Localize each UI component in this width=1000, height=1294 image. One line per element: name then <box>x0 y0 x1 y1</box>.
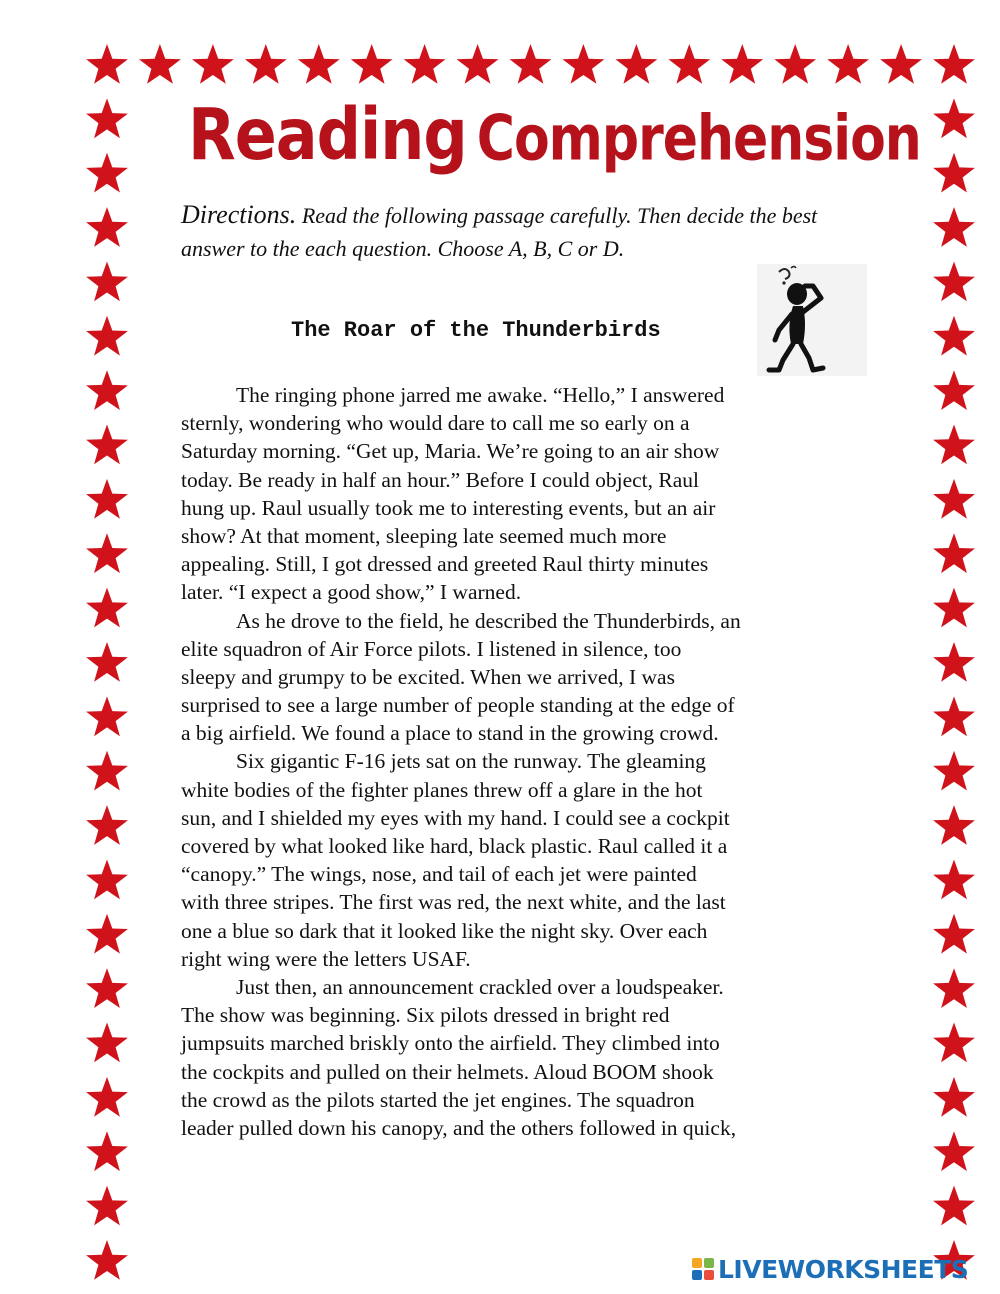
passage-line: the crowd as the pilots started the jet engines. The squadron <box>181 1087 695 1112</box>
star-icon <box>86 533 128 573</box>
passage-line: sun, and I shielded my eyes with my hand. I could see a cockpit <box>181 805 730 830</box>
passage-line: Just then, an announcement crackled over a loudspeaker. <box>236 974 724 999</box>
directions <box>181 198 831 265</box>
passage-line: a big airfield. We found a place to stand in the growing crowd. <box>181 721 719 746</box>
star-icon <box>933 968 975 1008</box>
passage-line: The show was beginning. Six pilots dressed in bright red <box>181 1003 670 1028</box>
star-icon <box>86 98 128 138</box>
star-icon <box>86 751 128 791</box>
passage-line: show? At that moment, sleeping late seemed much more <box>181 523 667 548</box>
star-icon <box>933 153 975 193</box>
logo-square <box>704 1258 714 1268</box>
star-icon <box>86 1131 128 1171</box>
passage-line: hung up. Raul usually took me to interesting events, but an air <box>181 495 716 520</box>
star-icon <box>933 1023 975 1063</box>
star-icon <box>933 805 975 845</box>
star-icon <box>86 1023 128 1063</box>
star-icon <box>86 805 128 845</box>
star-icon <box>933 316 975 356</box>
star-icon <box>933 588 975 628</box>
star-icon <box>668 44 710 84</box>
star-icon <box>86 860 128 900</box>
confused-stick-figure-icon <box>757 264 867 376</box>
star-icon <box>933 751 975 791</box>
passage-line: surprised to see a large number of people standing at the edge of <box>181 693 735 718</box>
star-icon <box>86 479 128 519</box>
star-icon <box>933 44 975 84</box>
passage-line: later. “I expect a good show,” I warned. <box>181 580 522 605</box>
star-icon <box>616 44 658 84</box>
passage-line: The ringing phone jarred me awake. “Hello,” I answered <box>236 383 725 407</box>
star-icon <box>774 44 816 84</box>
star-icon <box>933 425 975 465</box>
star-icon <box>933 860 975 900</box>
star-icon <box>245 44 287 84</box>
star-icon <box>86 207 128 247</box>
passage-line: “canopy.” The wings, nose, and tail of each jet were painted <box>181 862 697 887</box>
passage-line: right wing were the letters USAF. <box>181 946 471 971</box>
star-icon <box>86 370 128 410</box>
star-icon <box>563 44 605 84</box>
star-icon <box>933 1077 975 1117</box>
logo-square <box>692 1258 702 1268</box>
star-icon <box>86 153 128 193</box>
passage-line: with three stripes. The first was red, the next white, and the last <box>181 890 726 915</box>
star-icon <box>933 533 975 573</box>
title-word-reading: Reading <box>188 92 467 177</box>
star-icon <box>86 914 128 954</box>
passage-line: Saturday morning. “Get up, Maria. We’re going to an air show <box>181 439 720 464</box>
star-icon <box>827 44 869 84</box>
star-icon <box>86 1186 128 1226</box>
passage <box>181 381 841 1142</box>
passage-line: appealing. Still, I got dressed and greeted Raul thirty minutes <box>181 552 709 577</box>
star-icon <box>933 207 975 247</box>
star-icon <box>192 44 234 84</box>
logo-square <box>704 1270 714 1280</box>
logo-square <box>692 1270 702 1280</box>
passage-line: As he drove to the field, he described the Thunderbirds, an <box>236 608 741 633</box>
star-icon <box>457 44 499 84</box>
star-icon <box>510 44 552 84</box>
liveworksheets-grid-icon <box>692 1258 714 1280</box>
star-icon <box>139 44 181 84</box>
star-icon <box>933 914 975 954</box>
star-icon <box>298 44 340 84</box>
star-icon <box>86 588 128 628</box>
star-icon <box>880 44 922 84</box>
star-icon <box>933 262 975 302</box>
star-icon <box>721 44 763 84</box>
passage-line: today. Be ready in half an hour.” Before I could object, Raul <box>181 467 700 492</box>
star-icon <box>933 1186 975 1226</box>
star-icon <box>933 479 975 519</box>
star-icon <box>933 1131 975 1171</box>
star-icon <box>404 44 446 84</box>
passage-line: covered by what looked like hard, black plastic. Raul called it a <box>181 834 728 858</box>
directions-text: Read the following passage carefully. Then decide the best answer to the each question. Choose A, B, C or D. <box>181 203 818 261</box>
story-title: The Roar of the Thunderbirds <box>291 318 661 343</box>
star-icon <box>351 44 393 84</box>
star-icon <box>86 262 128 302</box>
star-icon <box>86 425 128 465</box>
star-icon <box>933 98 975 138</box>
passage-line: sternly, wondering who would dare to call me so early on a <box>181 411 690 436</box>
star-icon <box>86 696 128 736</box>
star-icon <box>933 642 975 682</box>
title-word-comprehension: Comprehension <box>476 103 921 175</box>
passage-line: the cockpits and pulled on their helmets. Aloud BOOM shook <box>181 1059 714 1084</box>
star-icon <box>86 1240 128 1280</box>
liveworksheets-logo-text: LIVEWORKSHEETS <box>718 1254 969 1284</box>
star-icon <box>86 316 128 356</box>
star-icon <box>86 1077 128 1117</box>
passage-line: elite squadron of Air Force pilots. I listened in silence, too <box>181 636 682 661</box>
passage-line: leader pulled down his canopy, and the others followed in quick, <box>181 1115 737 1140</box>
passage-line: one a blue so dark that it looked like the night sky. Over each <box>181 918 708 943</box>
passage-line: jumpsuits marched briskly onto the airfield. They climbed into <box>181 1031 720 1056</box>
page-title <box>188 92 921 178</box>
passage-line: white bodies of the fighter planes threw off a glare in the hot <box>181 777 703 802</box>
star-icon <box>86 968 128 1008</box>
star-icon <box>933 696 975 736</box>
directions-label: Directions. <box>181 200 297 229</box>
star-icon <box>933 370 975 410</box>
star-icon <box>86 44 128 84</box>
star-icon <box>86 642 128 682</box>
passage-line: Six gigantic F-16 jets sat on the runway. The gleaming <box>236 749 706 774</box>
passage-line: sleepy and grumpy to be excited. When we arrived, I was <box>181 664 675 689</box>
liveworksheets-logo[interactable] <box>692 1254 968 1284</box>
